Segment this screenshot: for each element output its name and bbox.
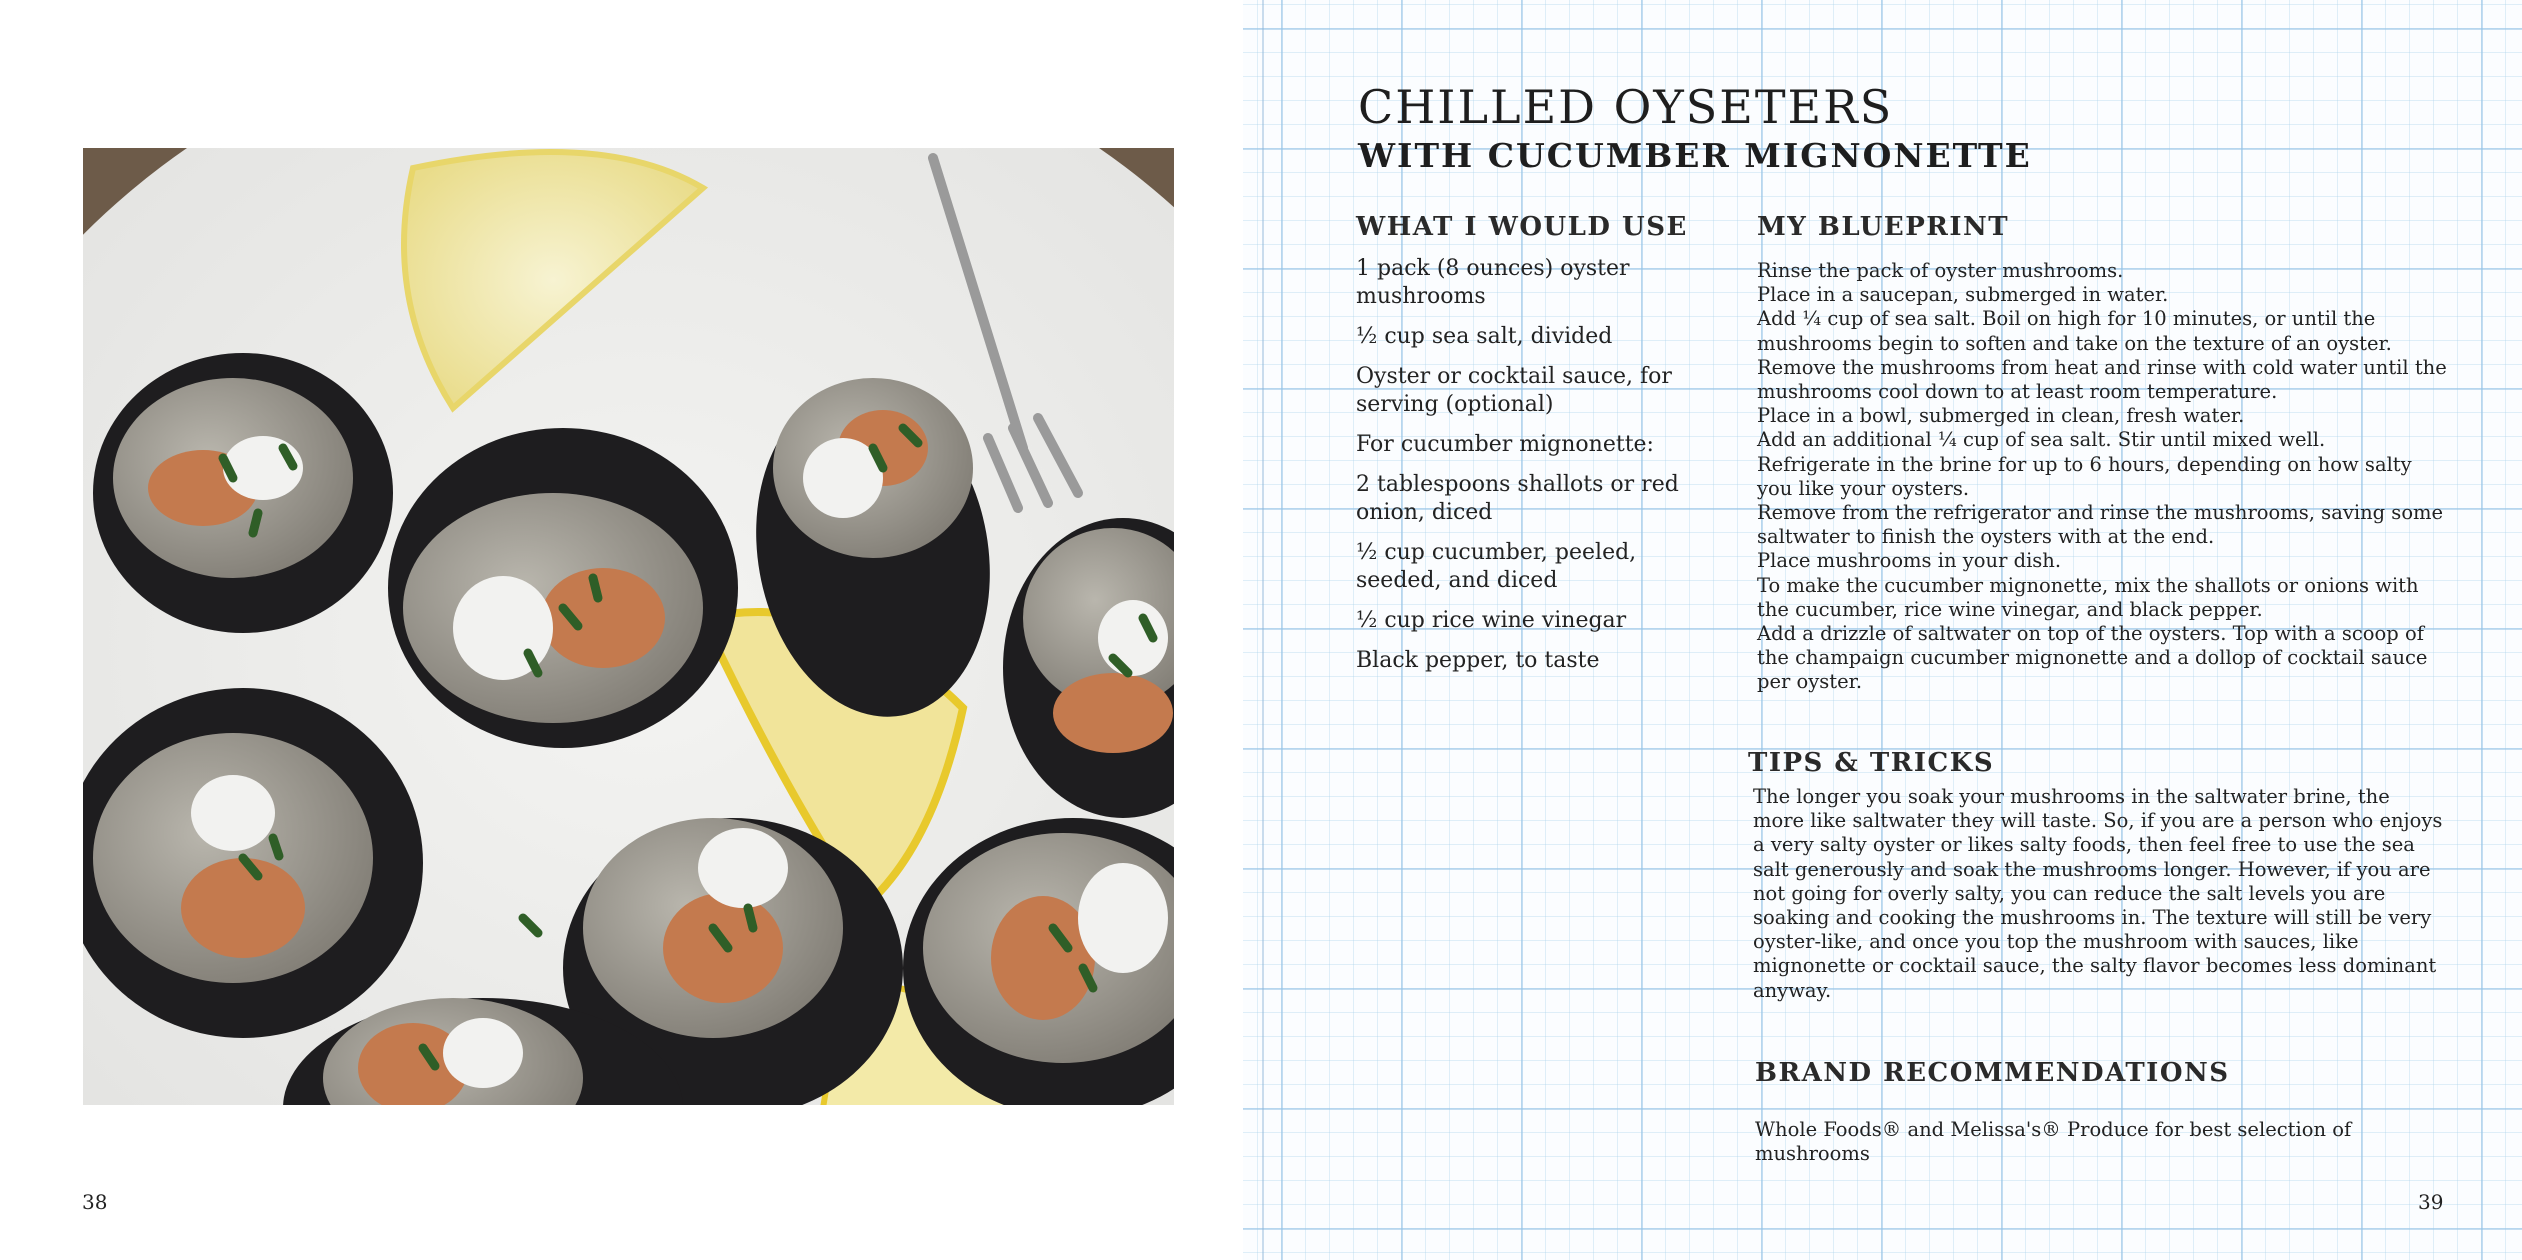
brand-recommendations-text: Whole Foods® and Melissa's® Produce for best selection of mushrooms [1755,1118,2352,1166]
blueprint-step: Rinse the pack of oyster mushrooms. [1757,259,2124,282]
tips-paragraph: The longer you soak your mushrooms in the saltwater brine, the more like saltwater they will taste. So, if you are a person who enjoys a very salty oyster or likes salty foods, then feel free to use the sea salt generously and soak the mushrooms longer. However, if you are not going for overly salty, you can reduce the salt levels you are soaking and cooking the mushrooms in. The texture will still be very oyster-like, and once you top the mushroom with sauces, like mignonette or cocktail sauce, the salty flavor becomes less dominant anyway. [1753,785,2443,1002]
ingredient-item: Black pepper, to taste [1356,648,1600,673]
blueprint-step: Refrigerate in the brine for up to 6 hours, depending on how salty you like your oysters. [1757,452,2412,500]
blueprint-steps-list [1757,259,2447,695]
ingredients-list [1356,255,1696,687]
oyster-mushroom-dish-photo [83,148,1174,1105]
tips-heading: TIPS & TRICKS [1748,748,1995,778]
blueprint-step: Place in a bowl, submerged in clean, fresh water. [1757,404,2245,428]
ingredient-item: 1 pack (8 ounces) oyster mushrooms [1356,256,1630,309]
page-gutter-line [1262,0,1264,1260]
ingredient-item: Oyster or cocktail sauce, for serving (optional) [1356,364,1672,417]
blueprint-step: Add a drizzle of saltwater on top of the oysters. Top with a scoop of the champaign cucumber mignonette and a dollop of cocktail sauce per oyster. [1757,622,2428,694]
blueprint-step: Remove the mushrooms from heat and rinse with cold water until the mushrooms cool down to at least room temperature. [1757,355,2447,404]
blueprint-step: Remove from the refrigerator and rinse the mushrooms, saving some saltwater to finish the oysters with at the end. [1757,501,2444,549]
blueprint-step: Add ¼ cup of sea salt. Boil on high for 10 minutes, or until the mushrooms begin to soften and take on the texture of an oyster. [1757,307,2392,355]
blueprint-step: Add an additional ¼ cup of sea salt. Stir until mixed well. [1757,428,2326,452]
blueprint-step: Place in a saucepan, submerged in water. [1757,283,2169,307]
left-page [0,0,1243,1260]
ingredient-item: ½ cup rice wine vinegar [1356,608,1627,633]
recipe-title: CHILLED OYSETERS [1358,80,1894,134]
ingredient-item: ½ cup cucumber, peeled, seeded, and diced [1356,540,1637,593]
brand-recommendations-heading: BRAND RECOMMENDATIONS [1755,1058,2230,1088]
page-number-left: 38 [82,1190,108,1214]
food-photo-illustration [83,148,1174,1105]
ingredient-item: ½ cup sea salt, divided [1356,324,1613,349]
ingredients-heading: WHAT I WOULD USE [1356,212,1688,242]
blueprint-step: To make the cucumber mignonette, mix the shallots or onions with the cucumber, rice wine vinegar, and black pepper. [1757,573,2419,621]
ingredient-item: For cucumber mignonette: [1356,432,1654,457]
blueprint-heading: MY BLUEPRINT [1757,212,2010,242]
recipe-subtitle: WITH CUCUMBER MIGNONETTE [1358,136,2032,175]
ingredient-item: 2 tablespoons shallots or red onion, diced [1356,472,1679,525]
page-number-right: 39 [2418,1190,2444,1214]
blueprint-step: Place mushrooms in your dish. [1757,549,2062,573]
